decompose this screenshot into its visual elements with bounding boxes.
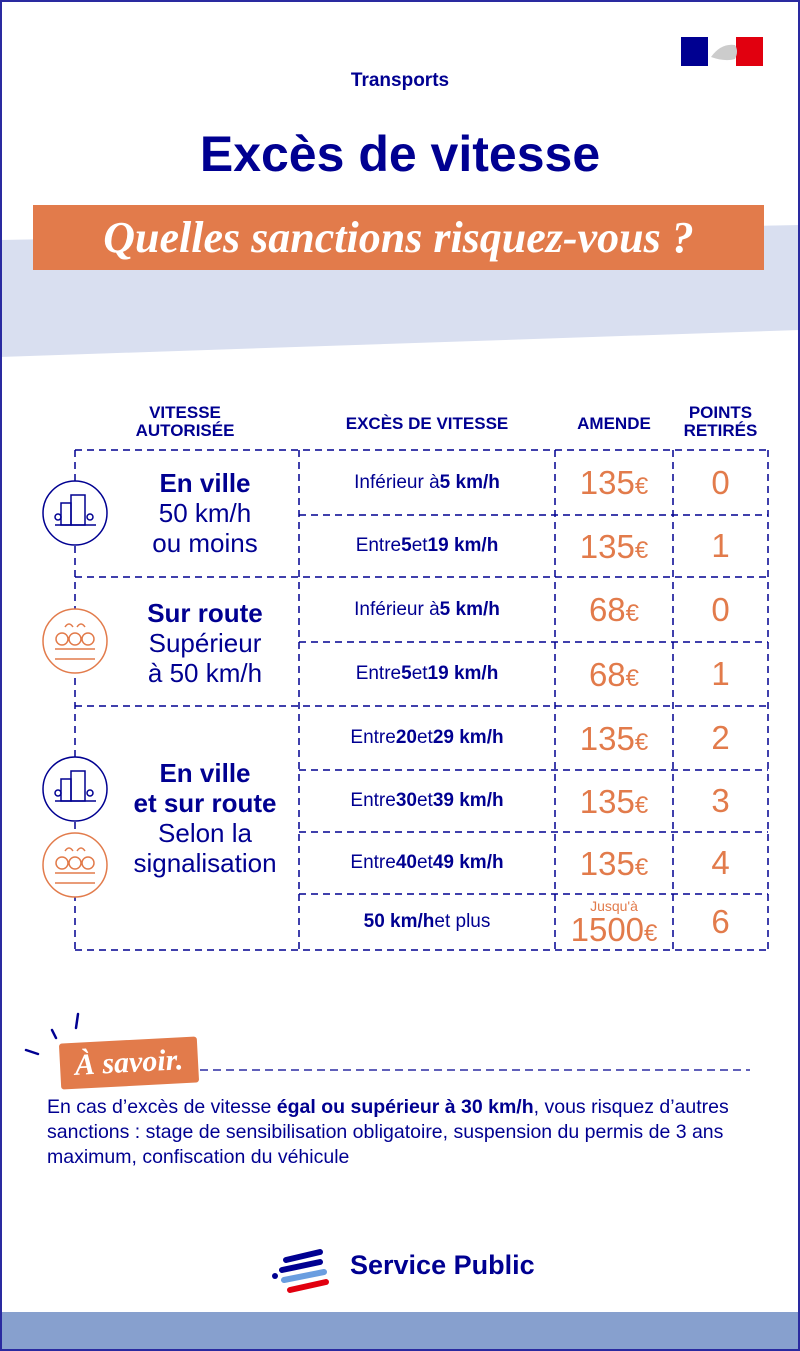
group-line: signalisation: [133, 848, 277, 878]
table-row-exces: [299, 894, 555, 950]
service-public-logo-icon: [270, 1248, 336, 1294]
currency: €: [625, 600, 640, 627]
city-icon: [41, 479, 109, 547]
table-row-points: 6: [711, 903, 730, 940]
table-row-exces: [299, 515, 555, 577]
text: et: [411, 535, 428, 556]
text-bold: 5 km/h: [439, 598, 500, 620]
group-ville-et-route: [110, 758, 300, 878]
col-header-points: POINTS RETIRÉS: [683, 403, 758, 440]
text: Inférieur à: [354, 598, 440, 620]
table-row-amende: [555, 577, 673, 642]
text: et: [416, 727, 433, 748]
city-icon: [41, 755, 109, 823]
col-header-exces: EXCÈS DE VITESSE: [345, 414, 509, 433]
amount: 135: [579, 844, 635, 882]
group-en-ville: [110, 468, 300, 558]
text-bold: 29 km/h: [432, 727, 504, 748]
table-row-amende: [555, 894, 673, 950]
amount: 68: [588, 655, 626, 693]
group-title: et sur route: [133, 788, 277, 818]
group-line: 50 km/h: [158, 498, 252, 528]
text: Entre: [355, 535, 402, 556]
currency: €: [634, 728, 649, 756]
amount: 135: [579, 782, 635, 820]
amount: 68: [588, 591, 626, 628]
group-line: Selon la: [158, 818, 252, 848]
a-savoir-badge: À savoir.: [59, 1036, 199, 1089]
group-title: En ville: [159, 468, 251, 498]
table-row-amende: [555, 450, 673, 515]
text-bold: 20: [395, 727, 417, 748]
table-row-exces: [299, 577, 555, 642]
text-bold: 39 km/h: [432, 790, 504, 811]
table-row-points: 3: [711, 782, 730, 819]
text: et: [416, 852, 433, 873]
text: Entre: [350, 727, 396, 748]
currency: €: [634, 853, 649, 881]
currency: €: [634, 791, 649, 819]
amount: 135: [579, 719, 635, 757]
currency: €: [625, 664, 640, 692]
text-bold: 49 km/h: [432, 852, 504, 873]
road-trees-icon: [41, 831, 109, 899]
table-row-points: 0: [711, 463, 730, 501]
page-title: Excès de vitesse: [199, 126, 601, 182]
text: Entre: [350, 790, 396, 811]
table-row-points: 4: [711, 844, 730, 881]
table-row-amende: [555, 832, 673, 894]
text-bold: 40: [395, 852, 417, 873]
text-bold: 5 km/h: [439, 471, 500, 493]
currency: €: [644, 919, 658, 947]
category-label: Transports: [350, 70, 450, 91]
text: et: [411, 663, 428, 684]
text-bold: 5: [401, 535, 412, 556]
currency: €: [634, 473, 649, 500]
amount-prefix: Jusqu'à: [590, 897, 638, 914]
table-row-points: 1: [711, 527, 730, 564]
group-line: ou moins: [152, 528, 258, 558]
text-bold: 5: [401, 663, 412, 684]
table-row-exces: [299, 832, 555, 894]
table-row-exces: [299, 450, 555, 515]
page-subtitle: Quelles sanctions risquez-vous ?: [33, 205, 764, 270]
text-bold: 50 km/h: [363, 911, 435, 932]
group-line: à 50 km/h: [147, 658, 263, 688]
road-trees-icon: [41, 607, 109, 675]
group-title: Sur route: [147, 598, 263, 628]
text: Entre: [350, 852, 396, 873]
amount: 135: [579, 527, 635, 565]
note-bold: égal ou supérieur à 30 km/h: [276, 1096, 534, 1118]
text-bold: 19 km/h: [427, 535, 499, 556]
table-row-points: 1: [711, 655, 730, 692]
a-savoir-text: [47, 1095, 767, 1170]
table-row-exces: [299, 706, 555, 770]
table-row-points: 0: [711, 590, 730, 628]
currency: €: [634, 536, 649, 564]
table-row-exces: [299, 642, 555, 706]
text: Entre: [355, 663, 402, 684]
brand-name: Service Public: [350, 1250, 535, 1280]
amount: 1500: [570, 910, 645, 948]
text: et: [416, 790, 433, 811]
col-header-amende: AMENDE: [577, 414, 651, 433]
table-row-amende: [555, 642, 673, 706]
group-line: Supérieur: [148, 628, 262, 658]
table-row-amende: [555, 515, 673, 577]
text-bold: 19 km/h: [427, 663, 499, 684]
text: et plus: [434, 911, 491, 932]
table-row-exces: [299, 770, 555, 832]
note-text: En cas d’excès de vitesse: [47, 1096, 277, 1118]
group-title: En ville: [159, 758, 251, 788]
table-row-points: 2: [711, 719, 730, 756]
footer-bar: [0, 1312, 800, 1351]
table-row-amende: [555, 706, 673, 770]
table-row-amende: [555, 770, 673, 832]
text-bold: 30: [395, 790, 417, 811]
group-sur-route: [110, 598, 300, 688]
amount: 135: [579, 464, 635, 501]
note-text: , vous risquez d’autres sanctions : stage de sensibilisation obligatoire, suspension du permis de 3 ans maximum, confiscation du véhicule: [47, 1096, 729, 1168]
col-header-vitesse: VITESSE AUTORISÉE: [135, 403, 235, 440]
text: Inférieur à: [354, 471, 440, 493]
divider: [200, 1068, 750, 1072]
